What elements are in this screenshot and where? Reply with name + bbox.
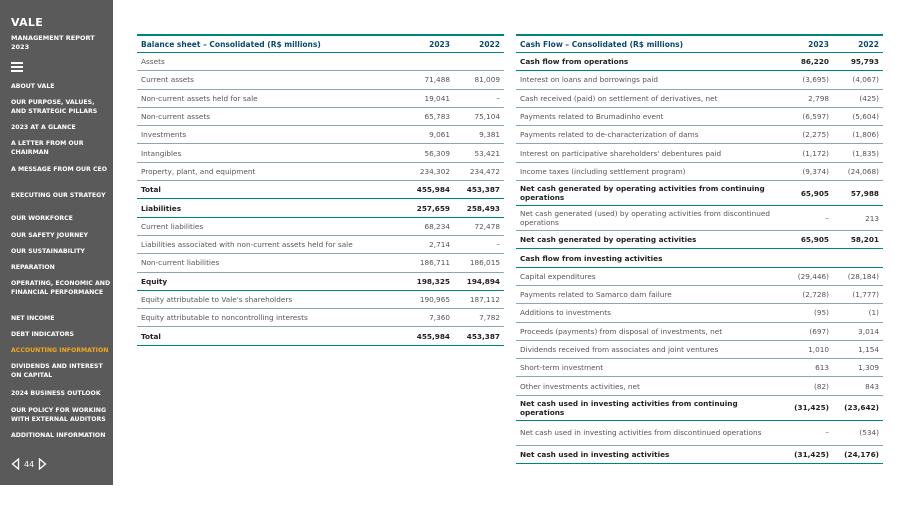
row-label: Cash flow from operations <box>516 53 781 71</box>
table-row <box>516 285 883 303</box>
value-2022: 186,015 <box>454 254 504 272</box>
sidebar <box>0 0 113 485</box>
row-label: Current liabilities <box>137 217 402 235</box>
row-label: Net cash used in investing activities from discontinued operations <box>516 420 781 445</box>
value-2022: (425) <box>833 89 883 107</box>
next-page-icon[interactable] <box>38 458 47 470</box>
row-label: Other investments activities, net <box>516 377 781 395</box>
value-2022 <box>833 249 883 267</box>
table-row <box>516 181 883 206</box>
value-2022: (1,835) <box>833 144 883 162</box>
page-number: 44 <box>24 459 35 469</box>
value-2023: 198,325 <box>402 272 454 290</box>
table-row <box>516 206 883 231</box>
sidebar-nav-item[interactable]: OUR PURPOSE, VALUES, AND STRATEGIC PILLARS <box>11 99 98 115</box>
value-2023: 190,965 <box>402 290 454 308</box>
sidebar-nav-item[interactable]: A LETTER FROM OUR CHAIRMAN <box>11 140 84 156</box>
report-year: 2023 <box>11 43 30 51</box>
sidebar-nav-item[interactable]: DIVIDENDS AND INTEREST ON CAPITAL <box>11 363 103 379</box>
table-row <box>137 217 504 235</box>
value-2022: (23,642) <box>833 395 883 420</box>
value-2022: 72,478 <box>454 217 504 235</box>
row-label: Cash flow from investing activities <box>516 249 781 267</box>
balance-sheet-table <box>137 34 504 346</box>
value-2023: 65,783 <box>402 107 454 125</box>
value-2023: (9,374) <box>781 162 833 180</box>
row-label: Property, plant, and equipment <box>137 162 402 180</box>
value-2022: 187,112 <box>454 290 504 308</box>
table-row <box>516 359 883 377</box>
table-row <box>137 71 504 89</box>
row-label: Liabilities <box>137 199 402 217</box>
value-2023: – <box>781 420 833 445</box>
table-row <box>137 235 504 253</box>
value-2022: 81,009 <box>454 71 504 89</box>
row-label: Non-current assets <box>137 107 402 125</box>
value-2022: (1,806) <box>833 126 883 144</box>
table-row <box>516 420 883 445</box>
value-2022: (1) <box>833 304 883 322</box>
row-label: Payments related to Brumadinho event <box>516 107 781 125</box>
hamburger-menu-icon[interactable] <box>11 62 23 72</box>
table-header-row <box>137 36 504 53</box>
value-2022: 3,014 <box>833 322 883 340</box>
value-2023: 186,711 <box>402 254 454 272</box>
value-2022: (24,068) <box>833 162 883 180</box>
value-2023: (31,425) <box>781 395 833 420</box>
table-row <box>137 309 504 327</box>
report-title <box>11 34 106 52</box>
value-2023: 613 <box>781 359 833 377</box>
row-label: Dividends received from associates and joint ventures <box>516 340 781 358</box>
value-2023: 2,714 <box>402 235 454 253</box>
table-row <box>516 395 883 420</box>
sidebar-nav-item[interactable]: OUR SAFETY JOURNEY <box>11 232 88 239</box>
value-2023: 257,659 <box>402 199 454 217</box>
value-2023 <box>402 53 454 71</box>
value-2022: 7,782 <box>454 309 504 327</box>
value-2023: (1,172) <box>781 144 833 162</box>
table-row <box>137 162 504 180</box>
previous-page-icon[interactable] <box>11 458 20 470</box>
table-row <box>516 231 883 249</box>
value-2022: 58,201 <box>833 231 883 249</box>
sidebar-nav-item[interactable]: NET INCOME <box>11 315 55 322</box>
row-label: Non-current assets held for sale <box>137 89 402 107</box>
table-row <box>137 53 504 71</box>
cash-flow-table <box>516 34 883 464</box>
value-2022: (28,184) <box>833 267 883 285</box>
value-2022: 1,309 <box>833 359 883 377</box>
row-label: Intangibles <box>137 144 402 162</box>
table-row <box>137 290 504 308</box>
value-2022: (5,604) <box>833 107 883 125</box>
value-2023: (95) <box>781 304 833 322</box>
row-label: Assets <box>137 53 402 71</box>
row-label: Total <box>137 327 402 345</box>
table-row <box>137 327 504 345</box>
value-2023: 455,984 <box>402 327 454 345</box>
value-2022: 1,154 <box>833 340 883 358</box>
value-2023: 68,234 <box>402 217 454 235</box>
value-2023: 56,309 <box>402 144 454 162</box>
value-2023: (2,275) <box>781 126 833 144</box>
table-row <box>516 162 883 180</box>
sidebar-nav-item[interactable]: ABOUT VALE <box>11 83 55 90</box>
sidebar-nav-item[interactable]: OPERATING, ECONOMIC AND FINANCIAL PERFORMANCE <box>11 280 111 296</box>
table-row <box>516 126 883 144</box>
value-2023: 1,010 <box>781 340 833 358</box>
row-label: Capital expenditures <box>516 267 781 285</box>
value-2022: 453,387 <box>454 327 504 345</box>
value-2022: 9,381 <box>454 126 504 144</box>
table-row <box>516 107 883 125</box>
table-row <box>516 53 883 71</box>
value-2023: 71,488 <box>402 71 454 89</box>
value-2022: 213 <box>833 206 883 231</box>
table-row <box>137 144 504 162</box>
sidebar-nav-item[interactable]: OUR WORKFORCE <box>11 215 73 222</box>
row-label: Interest on participative shareholders' debentures paid <box>516 144 781 162</box>
report-title-label: MANAGEMENT REPORT <box>11 34 95 42</box>
value-2023: (697) <box>781 322 833 340</box>
table-row <box>137 199 504 217</box>
table-row <box>516 304 883 322</box>
value-2022: (1,777) <box>833 285 883 303</box>
row-label: Net cash used in investing activities <box>516 445 781 463</box>
sidebar-nav-item[interactable]: ACCOUNTING INFORMATION <box>11 347 109 354</box>
value-2022: 234,472 <box>454 162 504 180</box>
row-label: Payments related to Samarco dam failure <box>516 285 781 303</box>
value-2023: 86,220 <box>781 53 833 71</box>
row-label: Short-term investment <box>516 359 781 377</box>
table-row <box>516 144 883 162</box>
row-label: Equity attributable to noncontrolling interests <box>137 309 402 327</box>
value-2022: 194,894 <box>454 272 504 290</box>
row-label: Net cash generated by operating activities from continuing operations <box>516 181 781 206</box>
value-2023: – <box>781 206 833 231</box>
column-header-2023: 2023 <box>402 36 454 53</box>
value-2023: 65,905 <box>781 181 833 206</box>
value-2022: (24,176) <box>833 445 883 463</box>
value-2023: 2,798 <box>781 89 833 107</box>
table-row <box>516 377 883 395</box>
value-2022: – <box>454 89 504 107</box>
row-label: Current assets <box>137 71 402 89</box>
table-row <box>137 254 504 272</box>
sidebar-nav-item[interactable]: DEBT INDICATORS <box>11 331 74 338</box>
table-row <box>516 267 883 285</box>
value-2023: (82) <box>781 377 833 395</box>
value-2023: (6,597) <box>781 107 833 125</box>
table-row <box>137 126 504 144</box>
value-2022: (4,067) <box>833 71 883 89</box>
cash-flow-title: Cash Flow – Consolidated (R$ millions) <box>516 36 781 53</box>
sidebar-nav-item[interactable]: 2024 BUSINESS OUTLOOK <box>11 390 101 397</box>
value-2023: (29,446) <box>781 267 833 285</box>
table-row <box>137 89 504 107</box>
row-label: Additions to investments <box>516 304 781 322</box>
table-row <box>516 340 883 358</box>
value-2022: 95,793 <box>833 53 883 71</box>
table-row <box>137 272 504 290</box>
row-label: Equity attributable to Vale's shareholders <box>137 290 402 308</box>
table-row <box>137 107 504 125</box>
row-label: Liabilities associated with non-current assets held for sale <box>137 235 402 253</box>
row-label: Cash received (paid) on settlement of derivatives, net <box>516 89 781 107</box>
column-header-2023: 2023 <box>781 36 833 53</box>
row-label: Non-current liabilities <box>137 254 402 272</box>
brand-logo: VALE <box>11 16 44 29</box>
value-2022: 53,421 <box>454 144 504 162</box>
table-header-row <box>516 36 883 53</box>
row-label: Investments <box>137 126 402 144</box>
column-header-2022: 2022 <box>454 36 504 53</box>
row-label: Total <box>137 181 402 199</box>
value-2022: 57,988 <box>833 181 883 206</box>
sidebar-nav-item[interactable]: A MESSAGE FROM OUR CEO <box>11 166 108 173</box>
pager <box>11 458 47 470</box>
column-header-2022: 2022 <box>833 36 883 53</box>
value-2023: 65,905 <box>781 231 833 249</box>
value-2022: 75,104 <box>454 107 504 125</box>
value-2023: (31,425) <box>781 445 833 463</box>
value-2022: 453,387 <box>454 181 504 199</box>
value-2023: 9,061 <box>402 126 454 144</box>
table-row <box>137 181 504 199</box>
value-2023: 455,984 <box>402 181 454 199</box>
value-2022 <box>454 53 504 71</box>
row-label: Proceeds (payments) from disposal of investments, net <box>516 322 781 340</box>
table-row <box>516 322 883 340</box>
value-2022: – <box>454 235 504 253</box>
value-2023 <box>781 249 833 267</box>
row-label: Net cash generated by operating activities <box>516 231 781 249</box>
value-2023: (3,695) <box>781 71 833 89</box>
value-2023: 7,360 <box>402 309 454 327</box>
row-label: Net cash used in investing activities from continuing operations <box>516 395 781 420</box>
value-2023: (2,728) <box>781 285 833 303</box>
value-2022: 843 <box>833 377 883 395</box>
row-label: Income taxes (including settlement program) <box>516 162 781 180</box>
table-row <box>516 445 883 463</box>
table-row <box>516 249 883 267</box>
sidebar-nav-item[interactable]: ADDITIONAL INFORMATION <box>11 432 106 439</box>
sidebar-nav-item[interactable]: EXECUTING OUR STRATEGY <box>11 192 106 199</box>
sidebar-nav-item[interactable]: 2023 AT A GLANCE <box>11 124 76 131</box>
value-2023: 234,302 <box>402 162 454 180</box>
row-label: Equity <box>137 272 402 290</box>
value-2022: 258,493 <box>454 199 504 217</box>
sidebar-nav-item[interactable]: OUR SUSTAINABILITY <box>11 248 85 255</box>
row-label: Net cash generated (used) by operating activities from discontinued operations <box>516 206 781 231</box>
value-2023: 19,041 <box>402 89 454 107</box>
row-label: Interest on loans and borrowings paid <box>516 71 781 89</box>
sidebar-nav-item[interactable]: OUR POLICY FOR WORKING WITH EXTERNAL AUDITORS <box>11 407 107 423</box>
table-row <box>516 71 883 89</box>
table-row <box>516 89 883 107</box>
balance-sheet-title: Balance sheet – Consolidated (R$ millions) <box>137 36 402 53</box>
row-label: Payments related to de-characterization of dams <box>516 126 781 144</box>
sidebar-nav-item[interactable]: REPARATION <box>11 264 55 271</box>
value-2022: (534) <box>833 420 883 445</box>
